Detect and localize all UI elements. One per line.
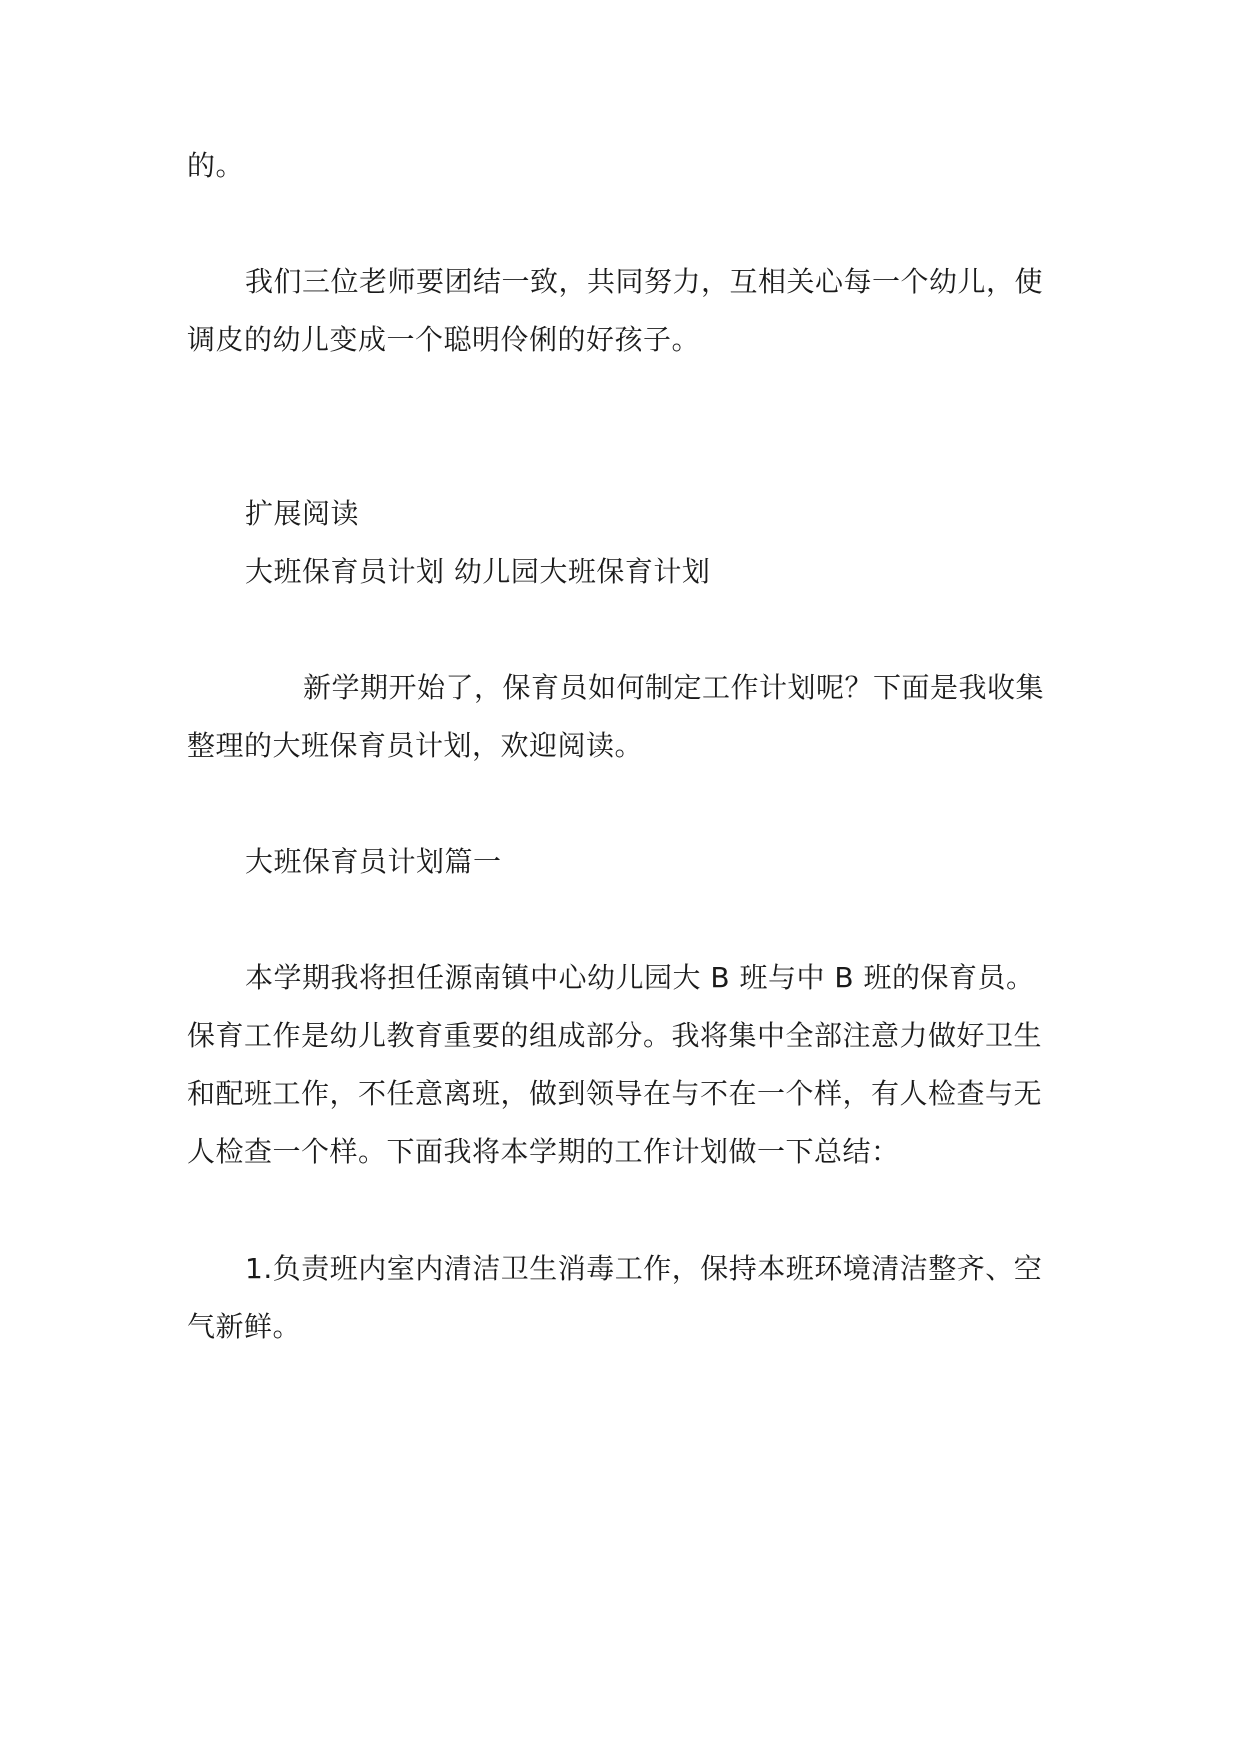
body-paragraph-line-2: 保育工作是幼儿教育重要的组成部分。我将集中全部注意力做好卫生 (187, 1019, 1043, 1052)
section-heading: 大班保育员计划篇一 (245, 845, 502, 878)
body-paragraph-line-4: 人检查一个样。下面我将本学期的工作计划做一下总结： (187, 1135, 900, 1168)
extended-reading-heading: 扩展阅读 (245, 497, 360, 530)
intro-tail-text: 的。 (187, 149, 245, 182)
lead-paragraph-line-2: 整理的大班保育员计划，欢迎阅读。 (187, 729, 644, 762)
article-title: 大班保育员计划 幼儿园大班保育计划 (245, 555, 711, 588)
paragraph-1-line-1: 我们三位老师要团结一致，共同努力，互相关心每一个幼儿，使 (245, 265, 1044, 298)
list-item-1-line-1: 1.负责班内室内清洁卫生消毒工作，保持本班环境清洁整齐、空 (245, 1252, 1043, 1285)
lead-paragraph-line-1: 新学期开始了，保育员如何制定工作计划呢？下面是我收集 (303, 671, 1045, 704)
list-item-1-line-2: 气新鲜。 (187, 1310, 302, 1343)
paragraph-1-line-2: 调皮的幼儿变成一个聪明伶俐的好孩子。 (187, 323, 701, 356)
body-paragraph-line-1: 本学期我将担任源南镇中心幼儿园大 B 班与中 B 班的保育员。 (245, 961, 1035, 994)
body-paragraph-line-3: 和配班工作，不任意离班，做到领导在与不在一个样，有人检查与无 (187, 1077, 1043, 1110)
